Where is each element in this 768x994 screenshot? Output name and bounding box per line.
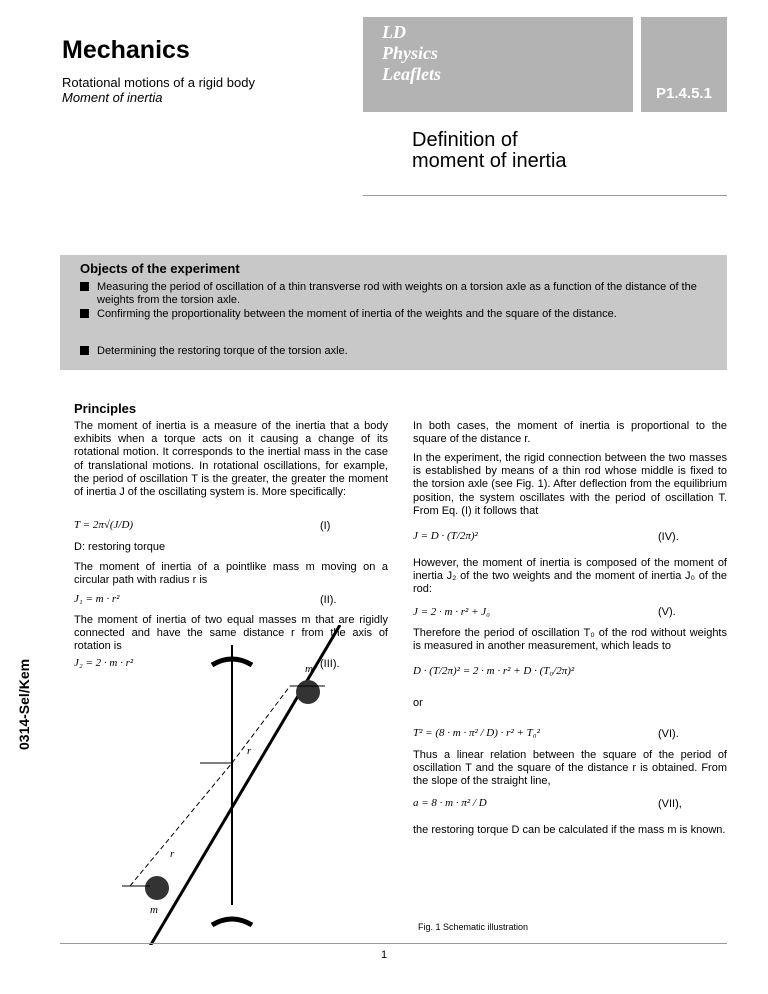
subtitle-main: Rotational motions of a rigid body (62, 75, 255, 90)
label-m: m (305, 663, 313, 675)
equation-number: (III). (320, 658, 340, 670)
equation-7: T² = (8 · m · π² / D) · r² + T₀² (413, 727, 540, 739)
paragraph: In the experiment, the rigid connection between the two masses is established by means of a thin rod whose middle is fixed to the torsion axle (see Fig. 1). After deflection from the equilibrium position, the system oscillates with the period of oscillation T. From Eq. (I) it follows that (413, 452, 727, 517)
weight-bottom (145, 876, 169, 900)
equation-number: (VI). (658, 728, 679, 740)
document-title (412, 130, 567, 172)
equation-number: (II). (320, 594, 337, 606)
paragraph: The moment of inertia of two equal masses m that are rigidly connected and have the same distance r from the axis of rotation is (74, 614, 388, 653)
paragraph: Thus a linear relation between the square of the period of oscillation T and the square of the distance r is obtained. From the slope of the straight line, (413, 749, 727, 788)
schematic-figure (60, 625, 400, 945)
brand-line: LD (382, 22, 406, 42)
section-title: Mechanics (62, 36, 190, 64)
equation-number: (VII), (658, 798, 682, 810)
divider (363, 195, 727, 196)
brand-line: Physics (382, 43, 438, 63)
paragraph: The moment of inertia of a pointlike mass m moving on a circular path with radius r is (74, 561, 388, 587)
subtitle (62, 75, 255, 105)
equation-4: J = D · (T/2π)² (413, 530, 478, 542)
equation-1: T = 2π√(J/D) (74, 519, 134, 531)
objective-item: Confirming the proportionality between the moment of inertia of the weights and the square of the distance. (80, 308, 737, 321)
paragraph: In both cases, the moment of inertia is proportional to the square of the distance r. (413, 420, 727, 446)
equation-5: J = 2 · m · r² + J₀ (413, 606, 490, 618)
equation-8: a = 8 · m · π² / D (413, 797, 487, 809)
equation-2: J₁ = m · r² (74, 593, 120, 605)
brand-logo (382, 22, 441, 85)
equation-number: (IV). (658, 531, 679, 543)
side-label: 0314-Sel/Kem (16, 658, 32, 750)
leaflet-code: P1.4.5.1 (656, 85, 712, 102)
equation-3: J₂ = 2 · m · r² (74, 657, 134, 669)
brand-line: Leaflets (382, 64, 441, 84)
definition: D: restoring torque (74, 541, 166, 553)
label-r: r (170, 848, 175, 860)
rotation-arrow-bottom-icon (212, 919, 252, 925)
title-line: moment of inertia (412, 150, 567, 172)
or-text: or (413, 697, 423, 709)
weight-top (296, 680, 320, 704)
figure-caption: Fig. 1 Schematic illustration (418, 922, 529, 932)
paragraph: However, the moment of inertia is composed of the moment of inertia J₂ of the two weights and the moment of inertia J₀ of the rod: (413, 557, 727, 596)
paragraph: The moment of inertia is a measure of the inertia that a body exhibits when a torque acts on it causing a change of its rotational motion. It corresponds to the inertial mass in the case of translational motions. In rotational oscillations, for example, the period of oscillation T is the greater, the greater the moment of inertia J of the oscillating system is. More specifically: (74, 420, 388, 499)
label-r: r (247, 745, 252, 757)
principles-heading: Principles (74, 401, 137, 416)
objects-heading: Objects of the experiment (80, 261, 240, 276)
title-line: Definition of (412, 129, 518, 151)
paragraph: the restoring torque D can be calculated if the mass m is known. (413, 824, 726, 836)
footer-rule (60, 943, 727, 944)
paragraph: Therefore the period of oscillation T₀ of the rod without weights is measured in another measurement, which leads to (413, 627, 727, 653)
page-number: 1 (381, 949, 388, 961)
label-m: m (150, 904, 158, 916)
equation-6: D · (T/2π)² = 2 · m · r² + D · (T₀/2π)² (413, 665, 575, 677)
equation-number: (V). (658, 606, 676, 618)
objective-item: Determining the restoring torque of the torsion axle. (80, 345, 737, 358)
subtitle-topic: Moment of inertia (62, 90, 163, 105)
equation-number: (I) (320, 520, 331, 532)
objective-item: Measuring the period of oscillation of a thin transverse rod with weights on a torsion axle as a function of the distance of the weights from the torsion axle. (80, 281, 737, 307)
